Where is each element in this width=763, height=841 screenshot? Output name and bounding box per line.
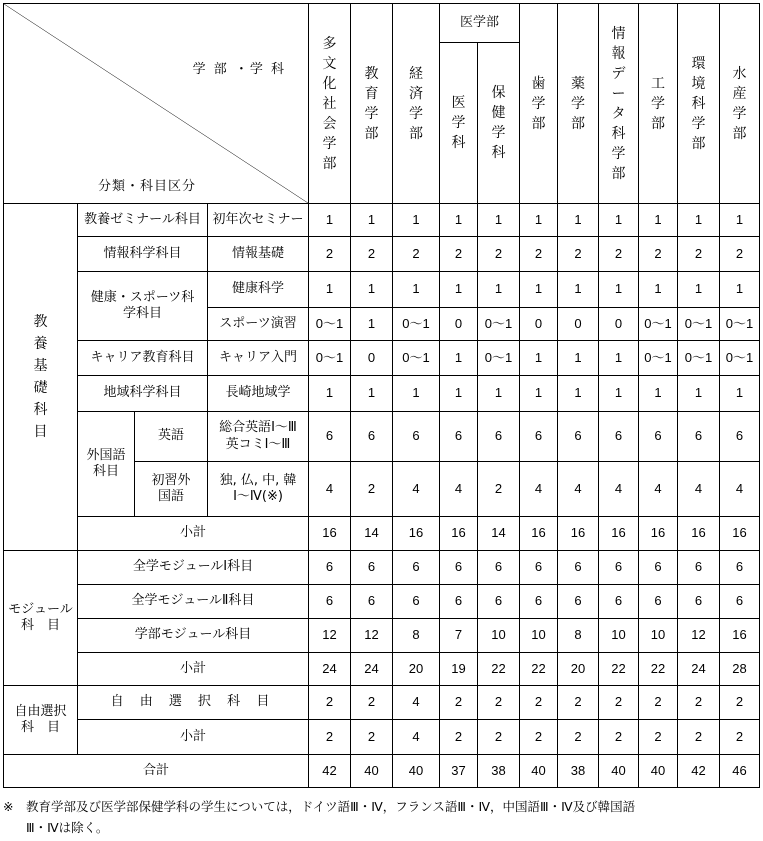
value-cell: 6 (639, 412, 678, 462)
value-cell: 0～1 (393, 341, 440, 376)
value-cell: 1 (440, 376, 478, 412)
value-cell: 6 (599, 585, 639, 619)
value-cell: 38 (478, 755, 520, 788)
value-cell: 6 (520, 551, 558, 585)
table-row (4, 341, 760, 376)
dept-label: 環境科学部 (691, 55, 706, 152)
value-cell: 0 (440, 308, 478, 341)
value-cell: 24 (678, 653, 720, 686)
dept-header-1 (351, 4, 393, 204)
value-cell: 0 (351, 341, 393, 376)
row-subcategory: 英語 (135, 412, 208, 462)
corner-diagonal (4, 4, 308, 203)
value-cell: 4 (678, 462, 720, 517)
table-row (4, 619, 760, 653)
value-cell: 0～1 (309, 308, 351, 341)
table-row (4, 755, 760, 788)
value-cell: 2 (558, 686, 599, 720)
value-cell: 2 (720, 686, 760, 720)
table-row (4, 720, 760, 755)
value-cell: 2 (478, 720, 520, 755)
value-cell: 0 (558, 308, 599, 341)
subtotal-label: 小計 (78, 720, 309, 755)
header-corner (4, 4, 309, 204)
value-cell: 40 (520, 755, 558, 788)
value-cell: 2 (440, 686, 478, 720)
corner-top-label: 学 部 ・学 科 (192, 62, 286, 77)
dept-header-6 (558, 4, 599, 204)
value-cell: 2 (520, 686, 558, 720)
value-cell: 6 (440, 412, 478, 462)
value-cell: 6 (558, 551, 599, 585)
value-cell: 24 (309, 653, 351, 686)
value-cell: 2 (393, 237, 440, 272)
value-cell: 40 (351, 755, 393, 788)
value-cell: 4 (309, 462, 351, 517)
value-cell: 1 (558, 376, 599, 412)
value-cell: 16 (599, 517, 639, 551)
value-cell: 0～1 (478, 341, 520, 376)
value-cell: 1 (478, 376, 520, 412)
table-row (4, 237, 760, 272)
value-cell: 0～1 (678, 308, 720, 341)
value-cell: 6 (351, 551, 393, 585)
row-subject: 総合英語Ⅰ～Ⅲ 英コミⅠ～Ⅲ (208, 412, 309, 462)
value-cell: 2 (478, 237, 520, 272)
value-cell: 2 (309, 237, 351, 272)
value-cell: 2 (599, 686, 639, 720)
value-cell: 2 (639, 237, 678, 272)
value-cell: 37 (440, 755, 478, 788)
value-cell: 2 (440, 720, 478, 755)
value-cell: 6 (720, 551, 760, 585)
value-cell: 16 (720, 517, 760, 551)
value-cell: 6 (678, 585, 720, 619)
value-cell: 10 (520, 619, 558, 653)
value-cell: 1 (599, 272, 639, 308)
value-cell: 6 (520, 585, 558, 619)
value-cell: 1 (351, 204, 393, 237)
med-group-header: 医学部 (440, 4, 520, 43)
value-cell: 1 (599, 204, 639, 237)
row-category: 健康・スポーツ科学科目 (78, 272, 208, 341)
value-cell: 2 (351, 462, 393, 517)
value-cell: 6 (678, 412, 720, 462)
curriculum-table (3, 3, 760, 788)
value-cell: 6 (440, 585, 478, 619)
value-cell: 1 (309, 376, 351, 412)
value-cell: 2 (309, 686, 351, 720)
dept-header-3 (440, 43, 478, 204)
value-cell: 2 (478, 686, 520, 720)
value-cell: 2 (639, 686, 678, 720)
value-cell: 8 (393, 619, 440, 653)
value-cell: 1 (520, 341, 558, 376)
table-row (4, 686, 760, 720)
dept-label: 医学科 (451, 95, 466, 151)
value-cell: 2 (599, 237, 639, 272)
row-label: 全学モジュールⅠ科目 (78, 551, 309, 585)
value-cell: 2 (678, 237, 720, 272)
value-cell: 0～1 (639, 341, 678, 376)
value-cell: 1 (393, 376, 440, 412)
value-cell: 1 (558, 272, 599, 308)
subtotal-label: 小計 (78, 653, 309, 686)
value-cell: 40 (393, 755, 440, 788)
value-cell: 6 (351, 585, 393, 619)
value-cell: 22 (639, 653, 678, 686)
value-cell: 10 (599, 619, 639, 653)
value-cell: 1 (309, 204, 351, 237)
value-cell: 20 (393, 653, 440, 686)
value-cell: 6 (720, 412, 760, 462)
group-kyoyo: 教養基礎科目 (4, 204, 78, 551)
value-cell: 4 (599, 462, 639, 517)
row-label: 学部モジュール科目 (78, 619, 309, 653)
value-cell: 0 (520, 308, 558, 341)
value-cell: 6 (639, 585, 678, 619)
value-cell: 6 (639, 551, 678, 585)
value-cell: 1 (599, 341, 639, 376)
value-cell: 2 (678, 720, 720, 755)
value-cell: 16 (440, 517, 478, 551)
value-cell: 1 (393, 204, 440, 237)
value-cell: 2 (309, 720, 351, 755)
value-cell: 1 (639, 204, 678, 237)
value-cell: 16 (720, 619, 760, 653)
value-cell: 12 (309, 619, 351, 653)
value-cell: 1 (639, 272, 678, 308)
row-subject: 初年次セミナー (208, 204, 309, 237)
value-cell: 1 (558, 204, 599, 237)
row-category: 情報科学科目 (78, 237, 208, 272)
value-cell: 1 (478, 204, 520, 237)
value-cell: 6 (478, 551, 520, 585)
value-cell: 4 (393, 462, 440, 517)
value-cell: 2 (720, 237, 760, 272)
value-cell: 16 (520, 517, 558, 551)
value-cell: 7 (440, 619, 478, 653)
value-cell: 16 (309, 517, 351, 551)
value-cell: 2 (351, 720, 393, 755)
value-cell: 1 (520, 376, 558, 412)
row-category: 地域科学科目 (78, 376, 208, 412)
value-cell: 6 (520, 412, 558, 462)
value-cell: 0～1 (639, 308, 678, 341)
value-cell: 2 (520, 720, 558, 755)
value-cell: 1 (599, 376, 639, 412)
group-jiyu: 自由選択 科 目 (4, 686, 78, 755)
value-cell: 2 (351, 237, 393, 272)
value-cell: 0～1 (720, 341, 760, 376)
total-label: 合計 (4, 755, 309, 788)
value-cell: 6 (720, 585, 760, 619)
dept-header-9 (678, 4, 720, 204)
value-cell: 2 (520, 237, 558, 272)
table-row (4, 376, 760, 412)
value-cell: 6 (309, 585, 351, 619)
value-cell: 0 (599, 308, 639, 341)
value-cell: 10 (478, 619, 520, 653)
value-cell: 2 (478, 462, 520, 517)
value-cell: 4 (720, 462, 760, 517)
value-cell: 6 (351, 412, 393, 462)
value-cell: 1 (309, 272, 351, 308)
value-cell: 8 (558, 619, 599, 653)
value-cell: 40 (599, 755, 639, 788)
value-cell: 4 (440, 462, 478, 517)
corner-bottom-label: 分類・科目区分 (98, 178, 197, 194)
value-cell: 1 (720, 376, 760, 412)
dept-header-5 (520, 4, 558, 204)
row-subject: スポーツ演習 (208, 308, 309, 341)
dept-header-10 (720, 4, 760, 204)
value-cell: 2 (558, 720, 599, 755)
value-cell: 22 (599, 653, 639, 686)
row-label: 自 由 選 択 科 目 (78, 686, 309, 720)
value-cell: 2 (558, 237, 599, 272)
value-cell: 1 (440, 204, 478, 237)
value-cell: 6 (478, 585, 520, 619)
dept-label: 工学部 (651, 75, 666, 132)
value-cell: 20 (558, 653, 599, 686)
value-cell: 1 (393, 272, 440, 308)
value-cell: 16 (639, 517, 678, 551)
group-module: モジュール 科 目 (4, 551, 78, 686)
value-cell: 4 (558, 462, 599, 517)
value-cell: 16 (558, 517, 599, 551)
value-cell: 6 (393, 412, 440, 462)
table-row (4, 551, 760, 585)
dept-label: 情報データ科学部 (611, 25, 626, 182)
table-row (4, 653, 760, 686)
value-cell: 40 (639, 755, 678, 788)
value-cell: 0～1 (309, 341, 351, 376)
dept-header-0 (309, 4, 351, 204)
value-cell: 1 (520, 204, 558, 237)
value-cell: 14 (478, 517, 520, 551)
row-subject: キャリア入門 (208, 341, 309, 376)
value-cell: 6 (558, 412, 599, 462)
row-subject: 情報基礎 (208, 237, 309, 272)
dept-header-8 (639, 4, 678, 204)
value-cell: 1 (478, 272, 520, 308)
value-cell: 1 (351, 272, 393, 308)
value-cell: 6 (678, 551, 720, 585)
dept-label: 水産学部 (732, 65, 747, 142)
row-subject: 健康科学 (208, 272, 309, 308)
dept-label: 保健学科 (491, 85, 506, 161)
value-cell: 2 (440, 237, 478, 272)
value-cell: 2 (351, 686, 393, 720)
value-cell: 1 (558, 341, 599, 376)
row-subject: 独, 仏, 中, 韓 Ⅰ～Ⅳ(※) (208, 462, 309, 517)
row-category: キャリア教育科目 (78, 341, 208, 376)
value-cell: 1 (351, 308, 393, 341)
footnote-line-1: ※ 教育学部及び医学部保健学科の学生については，ドイツ語Ⅲ・Ⅳ，フランス語Ⅲ・Ⅳ，中国語Ⅲ・Ⅳ及び韓国語 (3, 799, 636, 814)
dept-label: 薬学部 (571, 75, 586, 132)
dept-header-4 (478, 43, 520, 204)
value-cell: 38 (558, 755, 599, 788)
dept-label: 教育学部 (364, 65, 379, 142)
value-cell: 0～1 (678, 341, 720, 376)
value-cell: 14 (351, 517, 393, 551)
value-cell: 6 (440, 551, 478, 585)
table-row (4, 412, 760, 462)
table-row (4, 204, 760, 237)
value-cell: 16 (678, 517, 720, 551)
value-cell: 42 (309, 755, 351, 788)
value-cell: 0～1 (393, 308, 440, 341)
value-cell: 6 (599, 412, 639, 462)
value-cell: 1 (440, 272, 478, 308)
value-cell: 2 (599, 720, 639, 755)
row-category: 教養ゼミナール科目 (78, 204, 208, 237)
value-cell: 2 (639, 720, 678, 755)
dept-label: 経済学部 (409, 65, 423, 142)
value-cell: 6 (599, 551, 639, 585)
value-cell: 4 (639, 462, 678, 517)
row-subject: 長崎地域学 (208, 376, 309, 412)
value-cell: 2 (678, 686, 720, 720)
value-cell: 1 (351, 376, 393, 412)
value-cell: 0～1 (478, 308, 520, 341)
value-cell: 19 (440, 653, 478, 686)
value-cell: 6 (393, 585, 440, 619)
value-cell: 16 (393, 517, 440, 551)
row-label: 全学モジュールⅡ科目 (78, 585, 309, 619)
value-cell: 12 (351, 619, 393, 653)
table-row (4, 272, 760, 308)
value-cell: 46 (720, 755, 760, 788)
row-subcategory: 初習外国語 (135, 462, 208, 517)
value-cell: 6 (309, 412, 351, 462)
value-cell: 6 (309, 551, 351, 585)
dept-header-7 (599, 4, 639, 204)
value-cell: 42 (678, 755, 720, 788)
value-cell: 6 (478, 412, 520, 462)
dept-label: 歯学部 (531, 75, 546, 132)
value-cell: 1 (639, 376, 678, 412)
value-cell: 1 (720, 272, 760, 308)
value-cell: 6 (558, 585, 599, 619)
footnote-line-2: Ⅲ・Ⅳは除く。 (26, 820, 109, 835)
value-cell: 24 (351, 653, 393, 686)
table-row (4, 585, 760, 619)
value-cell: 2 (720, 720, 760, 755)
value-cell: 28 (720, 653, 760, 686)
value-cell: 1 (678, 204, 720, 237)
value-cell: 1 (440, 341, 478, 376)
dept-label: 多文化社会学部 (322, 35, 337, 172)
row-category: 外国語科目 (78, 412, 135, 517)
subtotal-label: 小計 (78, 517, 309, 551)
value-cell: 0～1 (720, 308, 760, 341)
value-cell: 4 (520, 462, 558, 517)
value-cell: 1 (520, 272, 558, 308)
value-cell: 4 (393, 720, 440, 755)
value-cell: 6 (393, 551, 440, 585)
dept-header-2 (393, 4, 440, 204)
value-cell: 10 (639, 619, 678, 653)
value-cell: 22 (520, 653, 558, 686)
value-cell: 22 (478, 653, 520, 686)
footnote (3, 796, 759, 838)
value-cell: 4 (393, 686, 440, 720)
value-cell: 12 (678, 619, 720, 653)
value-cell: 1 (678, 376, 720, 412)
value-cell: 1 (678, 272, 720, 308)
value-cell: 1 (720, 204, 760, 237)
table-row (4, 517, 760, 551)
